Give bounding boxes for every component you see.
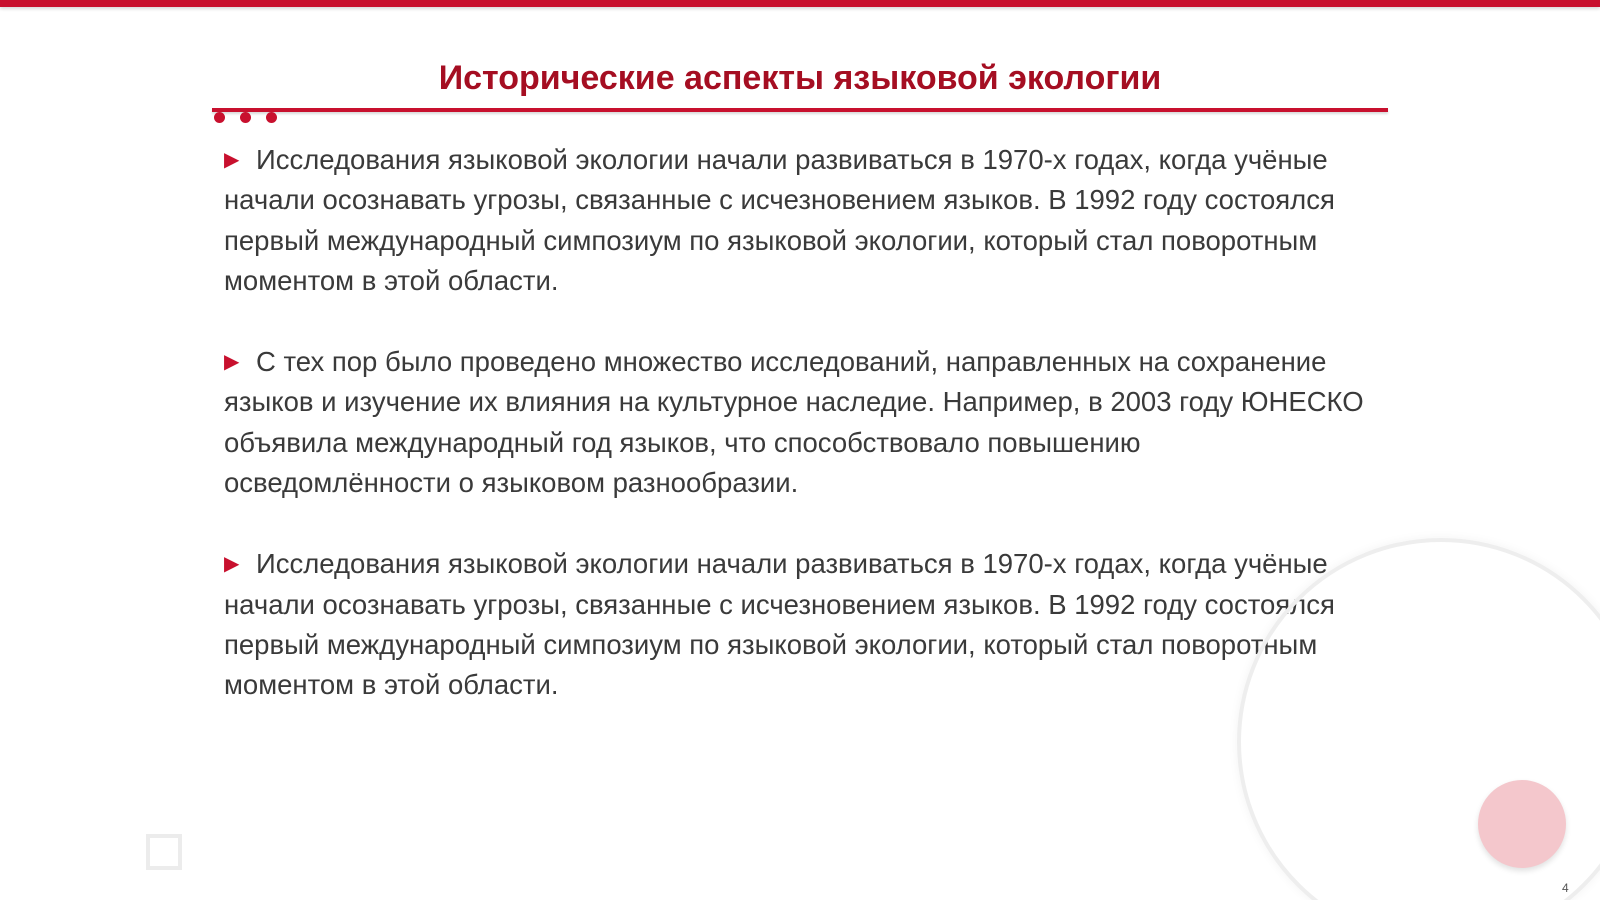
bullet-item	[224, 140, 1374, 301]
title-underline	[212, 108, 1388, 112]
triangle-bullet-icon: ▶	[224, 149, 240, 171]
bullet-text: Исследования языковой экологии начали развиваться в 1970-х годах, когда учёные начали осознавать угрозы, связанные с исчезновением языков. В 1992 году состоялся первый международный симпозиум по языковой экологии, который стал поворотным моментом в этой области.	[224, 548, 1335, 701]
decorative-dot	[240, 112, 251, 123]
bullet-text: Исследования языковой экологии начали развиваться в 1970-х годах, когда учёные начали осознавать угрозы, связанные с исчезновением языков. В 1992 году состоялся первый международный симпозиум по языковой экологии, который стал поворотным моментом в этой области.	[224, 144, 1335, 296]
bullet-text: С тех пор было проведено множество исследований, направленных на сохранение языков и изучение их влияния на культурное наследие. Например, в 2003 году ЮНЕСКО объявила международный год языков, что способствовало повышению осведомлённости о языковом разнообразии.	[224, 346, 1364, 499]
decorative-dot	[266, 112, 277, 123]
slide-title: Исторические аспекты языковой экологии	[438, 59, 1162, 97]
page-number: 4	[1562, 881, 1569, 895]
triangle-bullet-icon: ▶	[224, 351, 240, 374]
bullet-item	[224, 342, 1374, 503]
bullet-list	[224, 140, 1374, 747]
top-accent-bar	[0, 0, 1600, 7]
bullet-item	[224, 544, 1374, 705]
decorative-pink-circle	[1478, 780, 1566, 868]
decorative-dot	[214, 112, 225, 123]
triangle-bullet-icon: ▶	[224, 553, 240, 576]
decorative-square-outline	[146, 834, 182, 870]
